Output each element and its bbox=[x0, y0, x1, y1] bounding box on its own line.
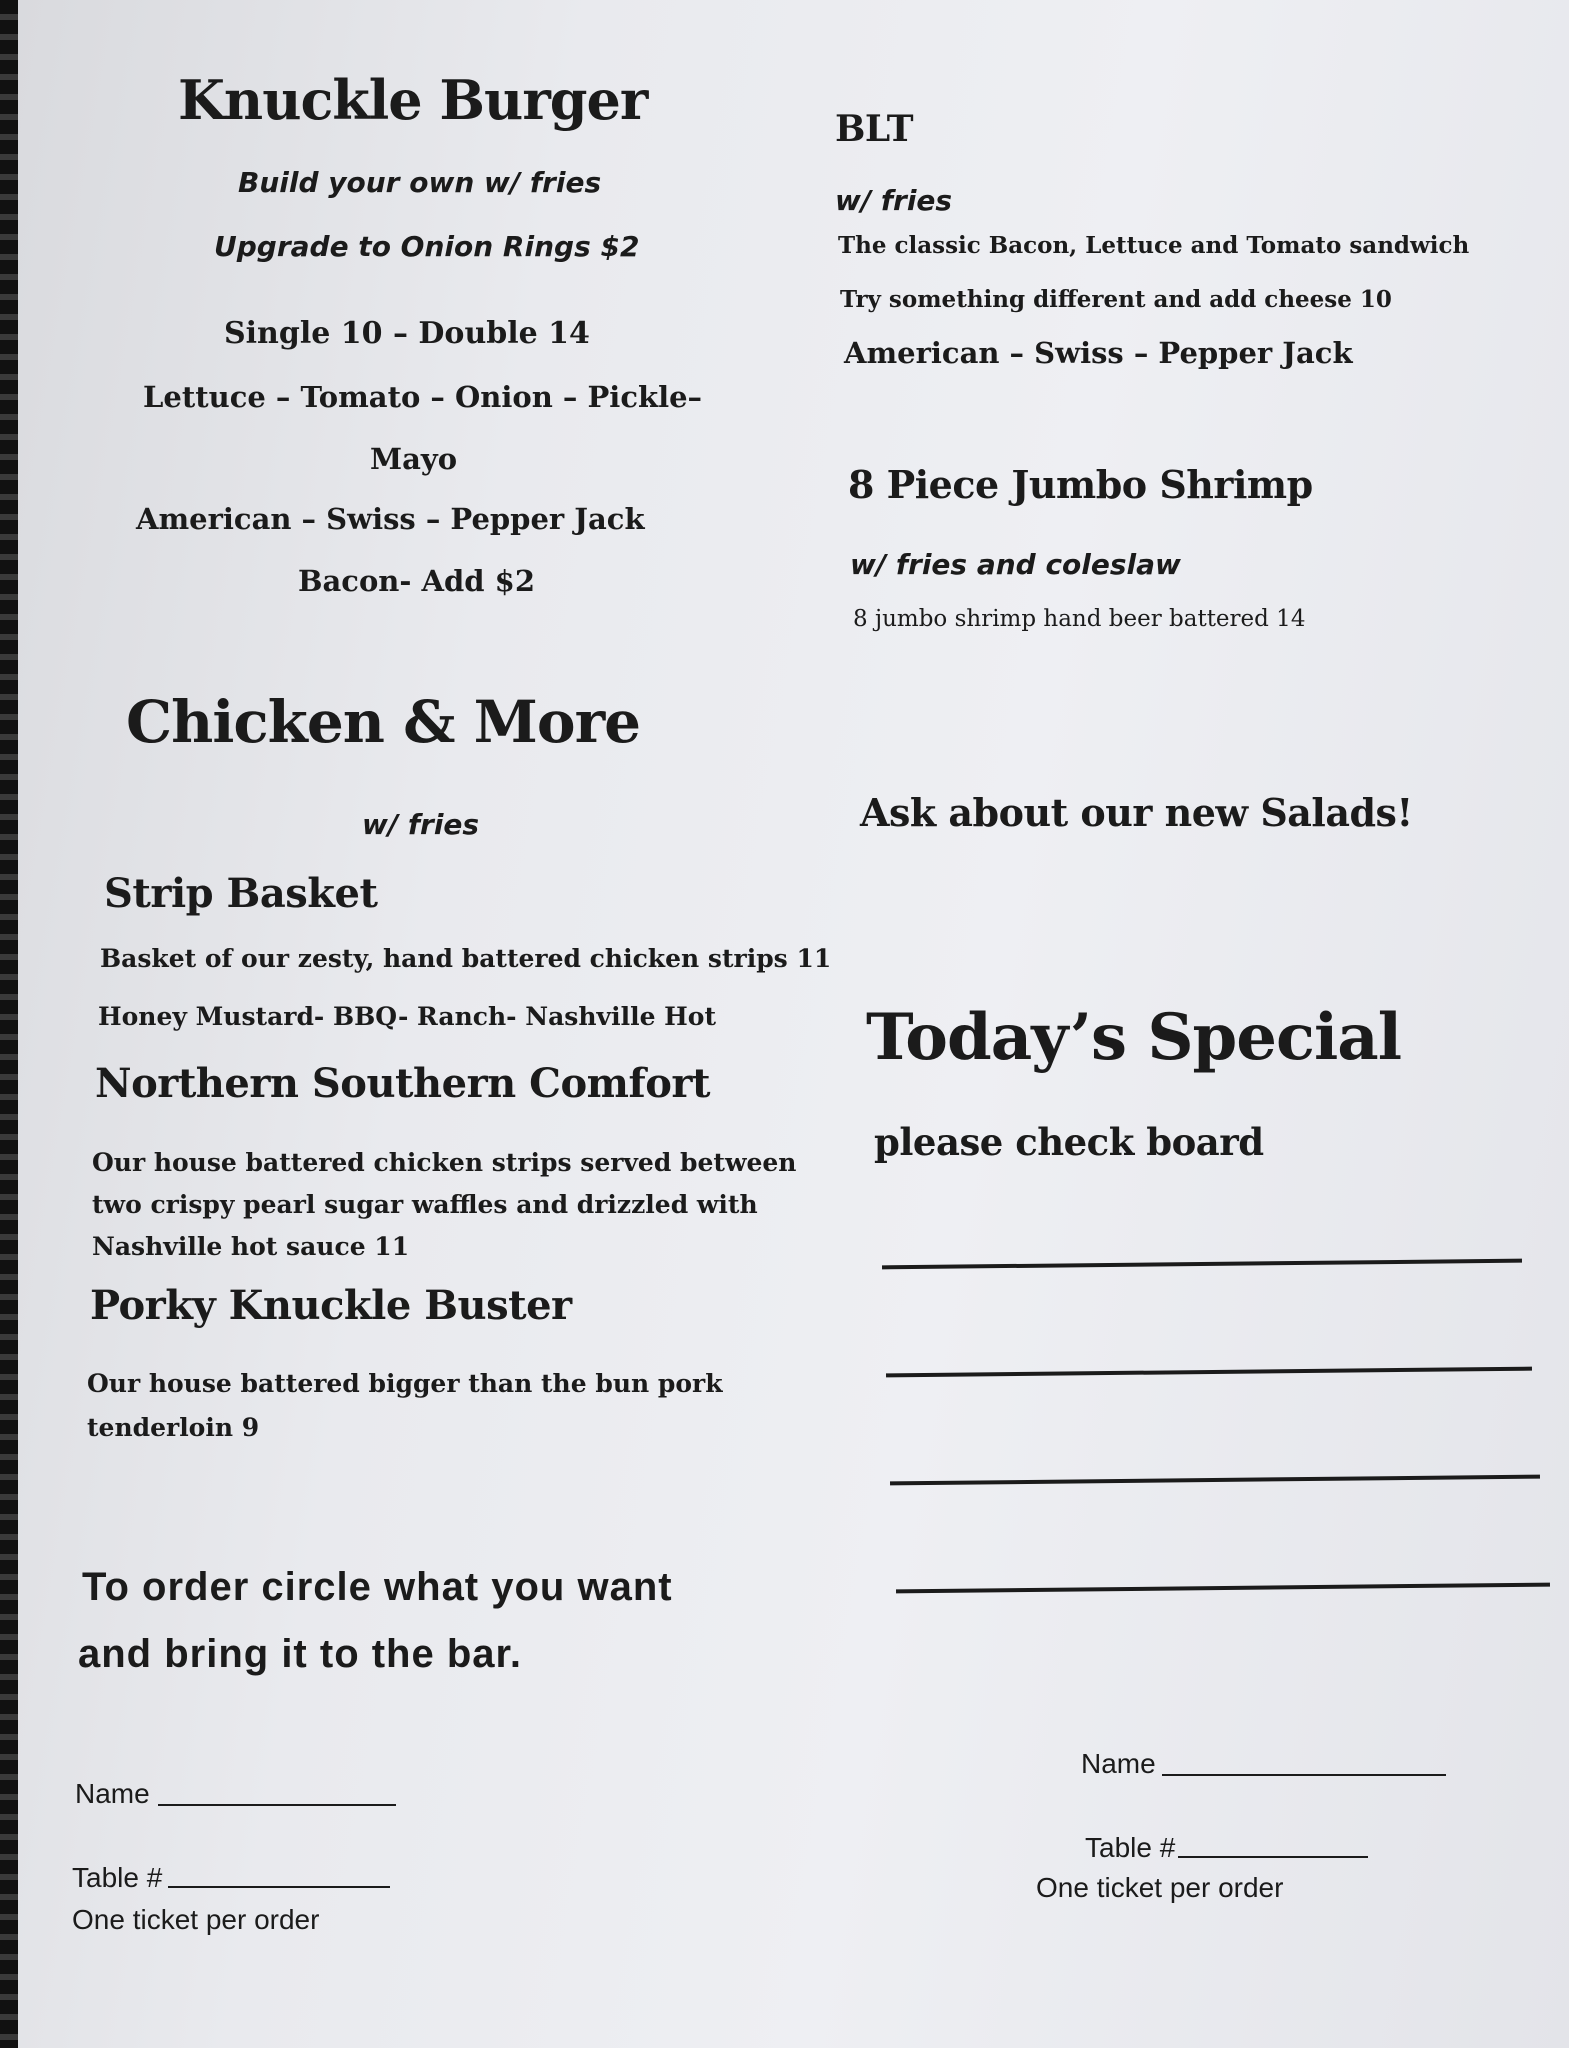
burger-cheeses: American – Swiss – Pepper Jack bbox=[136, 502, 645, 536]
blt-title: BLT bbox=[835, 108, 914, 150]
ticket-left-table-label: Table # bbox=[72, 1862, 163, 1893]
strip-basket-sauces: Honey Mustard- BBQ- Ranch- Nashville Hot bbox=[98, 1002, 717, 1031]
blt-cheese-note: Try something different and add cheese 10 bbox=[840, 286, 1392, 313]
burger-bacon: Bacon- Add $2 bbox=[298, 564, 536, 598]
burger-price: Single 10 – Double 14 bbox=[224, 316, 590, 351]
ticket-left-note: One ticket per order bbox=[72, 1904, 320, 1935]
special-title: Today’s Special bbox=[866, 1000, 1402, 1075]
ticket-right-table-label: Table # bbox=[1085, 1832, 1176, 1863]
ticket-left-table-field[interactable] bbox=[168, 1886, 390, 1888]
burger-title: Knuckle Burger bbox=[178, 68, 648, 132]
order-instruction-1: To order circle what you want bbox=[82, 1565, 673, 1609]
chicken-subtitle: w/ fries bbox=[362, 808, 480, 841]
nsc-description: Our house battered chicken strips served between two crispy pearl sugar waffles and drizzled with Nashville hot sauce 11 bbox=[92, 1148, 797, 1261]
ticket-left-name-field[interactable] bbox=[158, 1804, 396, 1806]
ticket-right-table-field[interactable] bbox=[1178, 1856, 1368, 1858]
special-note: please check board bbox=[874, 1120, 1264, 1164]
order-instruction-2: and bring it to the bar. bbox=[78, 1632, 522, 1676]
strip-basket-description: Basket of our zesty, hand battered chicken strips 11 bbox=[100, 944, 832, 973]
blt-cheeses: American – Swiss – Pepper Jack bbox=[844, 336, 1353, 370]
burger-subtitle: Build your own w/ fries bbox=[238, 166, 602, 199]
ticket-right-name-field[interactable] bbox=[1162, 1774, 1446, 1776]
chicken-title: Chicken & More bbox=[126, 688, 641, 756]
blt-description: The classic Bacon, Lettuce and Tomato sandwich bbox=[838, 232, 1470, 259]
nsc-title: Northern Southern Comfort bbox=[95, 1060, 710, 1107]
blt-subtitle: w/ fries bbox=[835, 184, 953, 217]
ticket-right-note: One ticket per order bbox=[1036, 1872, 1284, 1903]
ticket-right-name-label: Name bbox=[1081, 1748, 1156, 1779]
porky-title: Porky Knuckle Buster bbox=[90, 1282, 572, 1329]
salads-note: Ask about our new Salads! bbox=[860, 790, 1413, 835]
burger-upgrade: Upgrade to Onion Rings $2 bbox=[214, 230, 640, 263]
burger-toppings-2: Mayo bbox=[370, 442, 458, 476]
shrimp-title: 8 Piece Jumbo Shrimp bbox=[848, 462, 1313, 507]
shrimp-subtitle: w/ fries and coleslaw bbox=[850, 548, 1181, 581]
ticket-left-name-label: Name bbox=[75, 1778, 150, 1809]
strip-basket-title: Strip Basket bbox=[104, 870, 378, 917]
porky-description: Our house battered bigger than the bun pork tenderloin 9 bbox=[87, 1369, 723, 1442]
shrimp-description: 8 jumbo shrimp hand beer battered 14 bbox=[853, 606, 1306, 632]
burger-toppings-1: Lettuce – Tomato – Onion – Pickle– bbox=[143, 380, 703, 414]
